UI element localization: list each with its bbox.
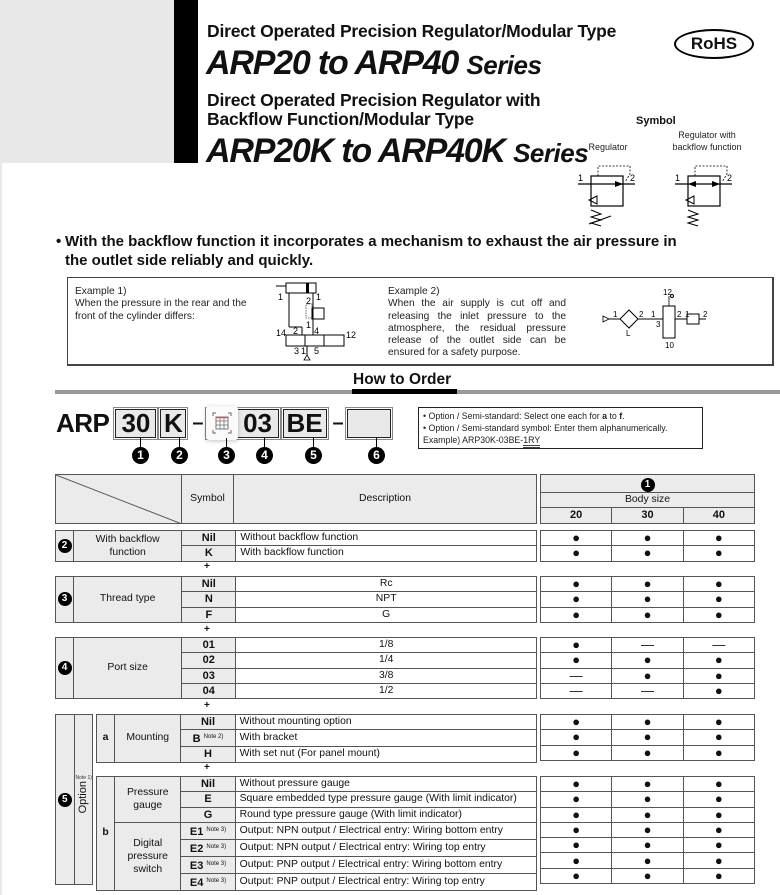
diagonal-line bbox=[56, 475, 182, 524]
plus-sign: + bbox=[204, 700, 210, 711]
note-ref: Note 3) bbox=[206, 860, 227, 867]
symbol-title: Symbol bbox=[636, 115, 676, 127]
plus-sign: + bbox=[204, 561, 210, 572]
section-backflow-availability bbox=[540, 530, 755, 562]
section-label: Pressure gauge bbox=[115, 777, 181, 823]
section-label: Port size bbox=[74, 638, 182, 699]
availability-cell: ● bbox=[541, 822, 612, 837]
availability-cell: ● bbox=[541, 592, 612, 607]
availability-cell: ● bbox=[541, 838, 612, 853]
description-cell: Round type pressure gauge (With limit indicator) bbox=[235, 807, 536, 822]
header-gray-block bbox=[0, 0, 174, 163]
section-marker bbox=[56, 531, 74, 562]
availability-cell: ● bbox=[612, 653, 683, 668]
svg-text:1: 1 bbox=[651, 310, 656, 319]
symbol-cell: Nil bbox=[182, 531, 236, 546]
availability-cell: ● bbox=[541, 715, 612, 730]
table-scan-icon bbox=[206, 406, 238, 440]
availability-cell: ● bbox=[683, 777, 754, 792]
regulator-symbol-icon bbox=[573, 160, 648, 230]
example-1-text: When the pressure in the rear and the front of the cylinder differs: bbox=[75, 298, 247, 322]
symbol-code: B bbox=[192, 733, 201, 746]
availability-cell: ● bbox=[541, 853, 612, 868]
symbol-cell bbox=[181, 822, 235, 839]
availability-cell: ● bbox=[612, 745, 683, 760]
series-title-arp20k-40k bbox=[206, 133, 588, 171]
availability-cell: ● bbox=[612, 838, 683, 853]
symbol-cell: Nil bbox=[182, 577, 236, 592]
description-cell: Without pressure gauge bbox=[235, 777, 536, 792]
description-cell: Output: PNP output / Electrical entry: Wiring top entry bbox=[235, 873, 536, 890]
svg-text:L: L bbox=[626, 329, 631, 338]
cylinder-circuit-diagram-icon bbox=[276, 280, 366, 365]
note-1: Note 1) bbox=[75, 775, 92, 781]
availability-cell: ● bbox=[541, 531, 612, 546]
symbol-code: E3 bbox=[189, 859, 204, 872]
svg-text:1: 1 bbox=[675, 173, 681, 183]
note-example-prefix: Example) ARP30K-03BE- bbox=[423, 435, 524, 445]
availability-cell: ● bbox=[541, 807, 612, 822]
svg-text:3: 3 bbox=[656, 320, 661, 329]
availability-cell: ● bbox=[683, 531, 754, 546]
availability-cell: ● bbox=[612, 715, 683, 730]
availability-cell: ● bbox=[683, 607, 754, 622]
symbol-cell bbox=[181, 715, 235, 730]
example-2-title: Example 2) bbox=[388, 286, 440, 297]
svg-text:2: 2 bbox=[630, 173, 636, 183]
svg-text:1: 1 bbox=[578, 173, 584, 183]
section-marker bbox=[56, 715, 75, 885]
regulator-label: Regulator bbox=[588, 142, 628, 152]
example-1 bbox=[75, 286, 255, 323]
availability-cell: — bbox=[541, 668, 612, 683]
availability-cell: — bbox=[683, 638, 754, 653]
symbol-code: E1 bbox=[189, 825, 204, 838]
section-thread-type bbox=[55, 576, 537, 623]
marker-2: 2 bbox=[171, 447, 188, 464]
note-text: • Option / Semi-standard: Select one each for bbox=[423, 411, 603, 421]
availability-cell: ● bbox=[683, 822, 754, 837]
subtitle-backflow-2: Backflow Function/Modular Type bbox=[207, 109, 474, 129]
note-bold-a: a bbox=[602, 411, 608, 421]
svg-text:1: 1 bbox=[301, 346, 307, 356]
symbol-cell: N bbox=[182, 592, 236, 607]
availability-cell: ● bbox=[683, 715, 754, 730]
note-line-1 bbox=[423, 410, 698, 422]
description-cell: Output: NPN output / Electrical entry: Wiring bottom entry bbox=[235, 822, 536, 839]
diagonal-header-cell bbox=[56, 475, 182, 524]
size-20: 20 bbox=[541, 508, 612, 523]
availability-cell: ● bbox=[541, 792, 612, 807]
availability-cell: ● bbox=[683, 592, 754, 607]
availability-cell: — bbox=[612, 638, 683, 653]
description-cell: With set nut (For panel mount) bbox=[235, 747, 536, 762]
feature-line-1: With the backflow function it incorporates a mechanism to exhaust the air pressure in bbox=[65, 233, 677, 250]
svg-text:12: 12 bbox=[663, 288, 672, 297]
marker-4: 4 bbox=[256, 447, 273, 464]
example-2 bbox=[388, 286, 566, 360]
description-cell: 1/4 bbox=[236, 653, 537, 668]
code-box-option: BE bbox=[283, 409, 327, 438]
example-2-text: When the air supply is cut off and releasing the inlet pressure to the atmosphere, the residual pressure release of the outlet side can be ensured for a safety purpose. bbox=[388, 298, 566, 359]
section-mounting bbox=[96, 714, 537, 763]
bullet-dot: • bbox=[56, 233, 62, 250]
symbol-cell bbox=[181, 730, 235, 747]
note-line-2: • Option / Semi-standard symbol: Enter them alphanumerically. bbox=[423, 423, 668, 433]
air-supply-circuit-diagram-icon bbox=[601, 288, 716, 353]
description-cell: With bracket bbox=[235, 730, 536, 747]
backflow-label-1: Regulator with bbox=[678, 130, 736, 140]
availability-cell: ● bbox=[683, 807, 754, 822]
description-cell: Square embedded type pressure gauge (With limit indicator) bbox=[235, 792, 536, 807]
note-example bbox=[423, 434, 698, 446]
marker-1: 1 bbox=[641, 478, 655, 492]
option-letter-a: a bbox=[97, 715, 115, 763]
availability-cell: ● bbox=[612, 546, 683, 561]
example-1-title: Example 1) bbox=[75, 286, 127, 297]
availability-cell: ● bbox=[683, 653, 754, 668]
availability-cell: ● bbox=[612, 531, 683, 546]
order-prefix: ARP bbox=[56, 407, 110, 438]
section-port-availability bbox=[540, 637, 755, 699]
marker-3: 3 bbox=[218, 447, 235, 464]
description-cell: Without backflow function bbox=[236, 531, 537, 546]
availability-cell: ● bbox=[612, 577, 683, 592]
option-note-box bbox=[418, 407, 703, 449]
symbol-cell: 02 bbox=[182, 653, 236, 668]
description-cell: 1/8 bbox=[236, 638, 537, 653]
section-label: With backflow function bbox=[74, 531, 182, 562]
description-cell: Rc bbox=[236, 577, 537, 592]
svg-text:4: 4 bbox=[314, 326, 320, 336]
svg-text:3: 3 bbox=[294, 346, 300, 356]
description-cell: 1/2 bbox=[236, 683, 537, 698]
note-ref: Note 3) bbox=[206, 877, 227, 884]
note-text: . bbox=[622, 411, 625, 421]
backflow-label-2: backflow function bbox=[672, 142, 742, 152]
availability-cell: ● bbox=[683, 577, 754, 592]
symbol-cell bbox=[181, 807, 235, 822]
note-ref: Note 2) bbox=[203, 734, 224, 741]
marker-6: 6 bbox=[368, 447, 385, 464]
svg-text:14: 14 bbox=[276, 328, 287, 338]
size-40: 40 bbox=[683, 508, 754, 523]
section-mounting-availability bbox=[540, 714, 755, 761]
availability-cell: ● bbox=[683, 838, 754, 853]
availability-cell: — bbox=[541, 683, 612, 698]
code-box-body-size: 30 bbox=[115, 409, 156, 438]
note-text: to bbox=[607, 411, 620, 421]
availability-cell: ● bbox=[683, 853, 754, 868]
symbol-cell: F bbox=[182, 607, 236, 622]
series-suffix: Series bbox=[513, 138, 589, 168]
marker-1: 1 bbox=[132, 447, 149, 464]
availability-cell: ● bbox=[683, 792, 754, 807]
note-ref: Note 3) bbox=[206, 843, 227, 850]
plus-sign: + bbox=[204, 624, 210, 635]
symbol-cell: 01 bbox=[182, 638, 236, 653]
symbol-code: E bbox=[204, 793, 212, 806]
symbol-cell: K bbox=[182, 546, 236, 561]
section-marker bbox=[56, 638, 74, 699]
svg-text:12: 12 bbox=[346, 330, 357, 340]
code-box-backflow: K bbox=[160, 409, 186, 438]
series-main: ARP20K to ARP40K bbox=[206, 132, 514, 170]
availability-cell: ● bbox=[612, 730, 683, 745]
examples-box bbox=[67, 277, 774, 366]
section-gauge-switch-availability bbox=[540, 776, 755, 884]
header-description: Description bbox=[234, 475, 537, 524]
section-label: Thread type bbox=[74, 577, 182, 623]
section-marker bbox=[56, 577, 74, 623]
section-backflow bbox=[55, 530, 537, 562]
section-gauge-switch bbox=[96, 776, 537, 891]
availability-cell: — bbox=[612, 683, 683, 698]
svg-text:1: 1 bbox=[306, 320, 312, 330]
code-dash: – bbox=[192, 411, 204, 434]
section-thread-availability bbox=[540, 576, 755, 623]
description-cell: Without mounting option bbox=[235, 715, 536, 730]
description-cell: G bbox=[236, 607, 537, 622]
svg-text:2: 2 bbox=[703, 310, 708, 319]
availability-cell: ● bbox=[612, 792, 683, 807]
symbol-cell bbox=[181, 747, 235, 762]
symbol-cell: 03 bbox=[182, 668, 236, 683]
description-cell: Output: NPN output / Electrical entry: Wiring top entry bbox=[235, 839, 536, 856]
page-left-edge bbox=[0, 163, 2, 895]
size-30: 30 bbox=[612, 508, 683, 523]
subtitle-backflow-1: Direct Operated Precision Regulator with bbox=[207, 90, 541, 110]
option-label: Option bbox=[77, 780, 90, 814]
section-label: Mounting bbox=[115, 715, 181, 763]
section-label: Digital pressure switch bbox=[115, 822, 181, 890]
rohs-badge: RoHS bbox=[674, 29, 754, 59]
how-to-order-heading: How to Order bbox=[353, 371, 452, 388]
marker-5: 5 bbox=[58, 793, 72, 807]
header-black-bar bbox=[174, 0, 198, 163]
subtitle-modular: Direct Operated Precision Regulator/Modular Type bbox=[207, 21, 617, 41]
body-size-header bbox=[540, 474, 755, 524]
availability-cell: ● bbox=[683, 683, 754, 698]
svg-text:5: 5 bbox=[314, 346, 320, 356]
plus-sign: + bbox=[204, 762, 210, 773]
svg-text:1: 1 bbox=[316, 292, 322, 302]
symbol-cell bbox=[181, 777, 235, 792]
code-box-semi-standard bbox=[347, 409, 391, 438]
symbol-code: H bbox=[204, 748, 212, 761]
symbol-code: Nil bbox=[200, 778, 216, 791]
body-size-label: Body size bbox=[541, 493, 755, 508]
feature-line-2: the outlet side reliably and quickly. bbox=[65, 252, 314, 269]
feature-bullet bbox=[56, 232, 756, 270]
description-cell: With backflow function bbox=[236, 546, 537, 561]
svg-text:2: 2 bbox=[306, 296, 312, 306]
availability-cell: ● bbox=[683, 668, 754, 683]
table-capture-button[interactable] bbox=[206, 406, 238, 440]
availability-cell: ● bbox=[683, 546, 754, 561]
description-cell: Output: PNP output / Electrical entry: Wiring bottom entry bbox=[235, 856, 536, 873]
symbol-cell bbox=[181, 873, 235, 890]
availability-cell: ● bbox=[612, 607, 683, 622]
availability-cell: ● bbox=[541, 546, 612, 561]
marker-5: 5 bbox=[305, 447, 322, 464]
availability-cell: ● bbox=[541, 577, 612, 592]
how-to-order-underline bbox=[352, 389, 457, 394]
section-option-label bbox=[55, 714, 93, 885]
order-table-header bbox=[55, 474, 537, 524]
availability-cell: ● bbox=[541, 745, 612, 760]
header-symbol: Symbol bbox=[182, 475, 234, 524]
svg-text:1: 1 bbox=[278, 292, 284, 302]
code-box-port: 03 bbox=[237, 409, 279, 438]
symbol-cell bbox=[181, 792, 235, 807]
svg-text:2: 2 bbox=[639, 310, 644, 319]
availability-cell: ● bbox=[541, 638, 612, 653]
availability-cell: ● bbox=[612, 777, 683, 792]
availability-cell: ● bbox=[541, 868, 612, 883]
symbol-cell bbox=[181, 839, 235, 856]
svg-text:1: 1 bbox=[685, 310, 690, 319]
availability-cell: ● bbox=[683, 868, 754, 883]
section-port-size bbox=[55, 637, 537, 699]
series-title-arp20-40 bbox=[206, 45, 541, 83]
marker-4: 4 bbox=[58, 661, 72, 675]
symbol-code: E4 bbox=[189, 876, 204, 889]
svg-text:2: 2 bbox=[677, 310, 682, 319]
option-letter-b: b bbox=[97, 777, 115, 891]
availability-cell: ● bbox=[541, 777, 612, 792]
symbol-code: Nil bbox=[200, 716, 216, 729]
note-example-suffix: 1RY bbox=[523, 435, 540, 448]
symbol-code: E2 bbox=[189, 842, 204, 855]
svg-text:1: 1 bbox=[613, 310, 618, 319]
availability-cell: ● bbox=[541, 607, 612, 622]
series-main: ARP20 to ARP40 bbox=[206, 44, 467, 82]
availability-cell: ● bbox=[541, 653, 612, 668]
availability-cell: ● bbox=[683, 745, 754, 760]
symbol-cell bbox=[181, 856, 235, 873]
availability-cell: ● bbox=[541, 730, 612, 745]
availability-cell: ● bbox=[612, 592, 683, 607]
svg-text:2: 2 bbox=[727, 173, 733, 183]
description-cell: 3/8 bbox=[236, 668, 537, 683]
description-cell: NPT bbox=[236, 592, 537, 607]
series-suffix: Series bbox=[466, 50, 542, 80]
availability-cell: ● bbox=[612, 807, 683, 822]
note-ref: Note 3) bbox=[206, 826, 227, 833]
svg-text:10: 10 bbox=[665, 341, 674, 350]
availability-cell: ● bbox=[612, 668, 683, 683]
marker-2: 2 bbox=[58, 539, 72, 553]
availability-cell: ● bbox=[612, 822, 683, 837]
symbol-code: G bbox=[203, 808, 213, 821]
availability-cell: ● bbox=[683, 730, 754, 745]
code-dash: – bbox=[332, 411, 344, 434]
note-bold-f: f bbox=[619, 411, 623, 421]
symbol-cell: 04 bbox=[182, 683, 236, 698]
availability-cell: ● bbox=[612, 853, 683, 868]
marker-3: 3 bbox=[58, 592, 72, 606]
svg-text:2: 2 bbox=[293, 326, 299, 336]
backflow-regulator-symbol-icon bbox=[670, 160, 745, 230]
option-vertical-label bbox=[74, 715, 93, 885]
body-size-marker-cell bbox=[541, 475, 755, 493]
availability-cell: ● bbox=[612, 868, 683, 883]
